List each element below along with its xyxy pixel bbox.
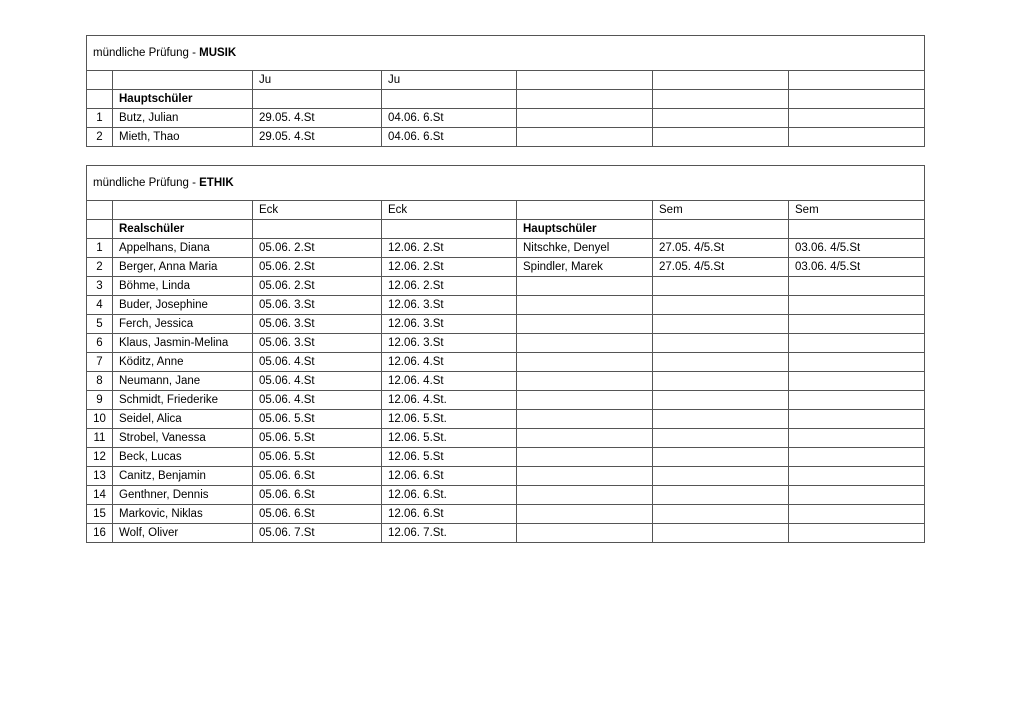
header-cell — [113, 201, 253, 220]
exam-date-4 — [789, 277, 925, 296]
exam-date-3 — [653, 429, 789, 448]
exam-date-4 — [789, 109, 925, 128]
exam-date-3 — [653, 128, 789, 147]
student-name: Klaus, Jasmin-Melina — [113, 334, 253, 353]
student-name-hauptschueler — [517, 277, 653, 296]
exam-date-2: 12.06. 6.St — [382, 467, 517, 486]
exam-date-3 — [653, 391, 789, 410]
exam-date-2: 12.06. 5.St — [382, 448, 517, 467]
exam-date-2: 12.06. 2.St — [382, 277, 517, 296]
ethik-table-row — [87, 524, 925, 543]
musik-group-row — [87, 90, 925, 109]
student-name-hauptschueler — [517, 429, 653, 448]
empty-cell — [253, 90, 382, 109]
empty-cell — [382, 220, 517, 239]
header-cell — [87, 201, 113, 220]
ethik-title-prefix: mündliche Prüfung - — [93, 177, 200, 189]
exam-date-4 — [789, 410, 925, 429]
exam-date-3 — [653, 524, 789, 543]
musik-header-row — [87, 71, 925, 90]
student-name-hauptschueler — [517, 296, 653, 315]
exam-date-4 — [789, 128, 925, 147]
header-cell — [653, 71, 789, 90]
exam-date-3 — [653, 505, 789, 524]
exam-date-3 — [653, 296, 789, 315]
exam-date-4 — [789, 334, 925, 353]
empty-cell — [789, 90, 925, 109]
header-cell — [517, 201, 653, 220]
exam-date-1: 05.06. 3.St — [253, 296, 382, 315]
exam-date-3 — [653, 410, 789, 429]
ethik-table-row — [87, 486, 925, 505]
exam-date-1: 05.06. 3.St — [253, 315, 382, 334]
exam-date-1: 05.06. 3.St — [253, 334, 382, 353]
empty-cell — [517, 90, 653, 109]
ethik-title — [87, 166, 925, 201]
student-name: Canitz, Benjamin — [113, 467, 253, 486]
exam-date-3 — [653, 334, 789, 353]
exam-date-1: 05.06. 2.St — [253, 277, 382, 296]
ethik-table-body — [87, 166, 925, 543]
exam-date-1: 29.05. 4.St — [253, 109, 382, 128]
row-number: 1 — [87, 239, 113, 258]
exam-date-2: 12.06. 3.St — [382, 296, 517, 315]
ethik-table-row — [87, 372, 925, 391]
header-cell — [789, 71, 925, 90]
ethik-table-row — [87, 258, 925, 277]
student-name: Mieth, Thao — [113, 128, 253, 147]
musik-exam-table — [86, 35, 925, 147]
musik-title — [87, 36, 925, 71]
exam-date-2: 12.06. 6.St — [382, 505, 517, 524]
exam-date-4 — [789, 315, 925, 334]
exam-date-2: 12.06. 6.St. — [382, 486, 517, 505]
header-cell: Sem — [789, 201, 925, 220]
student-name: Genthner, Dennis — [113, 486, 253, 505]
exam-date-3 — [653, 486, 789, 505]
student-name: Neumann, Jane — [113, 372, 253, 391]
row-number: 1 — [87, 109, 113, 128]
ethik-table-row — [87, 353, 925, 372]
exam-date-4 — [789, 524, 925, 543]
ethik-title-subject: ETHIK — [199, 177, 234, 189]
row-number: 12 — [87, 448, 113, 467]
row-number: 7 — [87, 353, 113, 372]
row-number: 4 — [87, 296, 113, 315]
exam-date-4 — [789, 429, 925, 448]
ethik-table-row — [87, 239, 925, 258]
header-cell: Ju — [253, 71, 382, 90]
exam-date-1: 05.06. 2.St — [253, 239, 382, 258]
student-name-hauptschueler — [517, 315, 653, 334]
ethik-table-row — [87, 296, 925, 315]
exam-date-2: 12.06. 7.St. — [382, 524, 517, 543]
student-name-hauptschueler — [517, 372, 653, 391]
header-cell: Sem — [653, 201, 789, 220]
row-number: 5 — [87, 315, 113, 334]
ethik-table-row — [87, 505, 925, 524]
exam-date-1: 05.06. 7.St — [253, 524, 382, 543]
exam-date-2: 12.06. 4.St. — [382, 391, 517, 410]
exam-date-3: 27.05. 4/5.St — [653, 239, 789, 258]
exam-date-1: 05.06. 4.St — [253, 391, 382, 410]
exam-date-4 — [789, 372, 925, 391]
musik-table-body — [87, 36, 925, 147]
header-cell — [113, 71, 253, 90]
exam-date-2: 12.06. 5.St. — [382, 429, 517, 448]
student-name: Schmidt, Friederike — [113, 391, 253, 410]
student-name-hauptschueler: Spindler, Marek — [517, 258, 653, 277]
student-name: Berger, Anna Maria — [113, 258, 253, 277]
exam-date-1: 05.06. 5.St — [253, 429, 382, 448]
empty-cell — [253, 220, 382, 239]
ethik-table-row — [87, 448, 925, 467]
student-name: Strobel, Vanessa — [113, 429, 253, 448]
exam-date-1: 05.06. 6.St — [253, 467, 382, 486]
row-number: 2 — [87, 258, 113, 277]
group-label-realschueler: Realschüler — [113, 220, 253, 239]
exam-date-3 — [653, 109, 789, 128]
exam-date-3 — [653, 448, 789, 467]
student-name: Wolf, Oliver — [113, 524, 253, 543]
student-name: Seidel, Alica — [113, 410, 253, 429]
ethik-table-row — [87, 391, 925, 410]
student-name-hauptschueler — [517, 334, 653, 353]
student-name-hauptschueler — [517, 391, 653, 410]
header-cell: Ju — [382, 71, 517, 90]
ethik-exam-table — [86, 165, 925, 543]
exam-date-4 — [789, 391, 925, 410]
exam-date-4 — [789, 467, 925, 486]
row-number: 9 — [87, 391, 113, 410]
empty-cell — [789, 220, 925, 239]
exam-date-2: 12.06. 4.St — [382, 372, 517, 391]
row-number: 2 — [87, 128, 113, 147]
row-number: 16 — [87, 524, 113, 543]
row-number: 10 — [87, 410, 113, 429]
exam-date-4: 03.06. 4/5.St — [789, 258, 925, 277]
empty-cell — [653, 90, 789, 109]
exam-date-4: 03.06. 4/5.St — [789, 239, 925, 258]
exam-date-1: 05.06. 2.St — [253, 258, 382, 277]
exam-date-1: 29.05. 4.St — [253, 128, 382, 147]
ethik-table-row — [87, 315, 925, 334]
student-name-hauptschueler — [517, 486, 653, 505]
row-number: 8 — [87, 372, 113, 391]
exam-date-1: 05.06. 5.St — [253, 410, 382, 429]
row-number: 11 — [87, 429, 113, 448]
exam-date-3: 27.05. 4/5.St — [653, 258, 789, 277]
student-name-hauptschueler — [517, 410, 653, 429]
ethik-table-row — [87, 429, 925, 448]
exam-date-3 — [653, 467, 789, 486]
ethik-table-row — [87, 410, 925, 429]
musik-title-prefix: mündliche Prüfung - — [93, 47, 200, 59]
musik-title-subject: MUSIK — [199, 47, 237, 59]
student-name-hauptschueler — [517, 448, 653, 467]
student-name-hauptschueler — [517, 128, 653, 147]
row-number: 3 — [87, 277, 113, 296]
student-name: Butz, Julian — [113, 109, 253, 128]
ethik-group-row — [87, 220, 925, 239]
musik-table-row — [87, 128, 925, 147]
exam-date-2: 12.06. 2.St — [382, 239, 517, 258]
student-name: Beck, Lucas — [113, 448, 253, 467]
exam-date-4 — [789, 448, 925, 467]
student-name: Böhme, Linda — [113, 277, 253, 296]
student-name-hauptschueler: Nitschke, Denyel — [517, 239, 653, 258]
ethik-table-row — [87, 277, 925, 296]
exam-date-3 — [653, 372, 789, 391]
exam-date-3 — [653, 315, 789, 334]
exam-date-2: 04.06. 6.St — [382, 128, 517, 147]
musik-table-row — [87, 109, 925, 128]
student-name: Köditz, Anne — [113, 353, 253, 372]
header-cell: Eck — [382, 201, 517, 220]
exam-date-2: 12.06. 4.St — [382, 353, 517, 372]
ethik-table-row — [87, 334, 925, 353]
exam-date-4 — [789, 486, 925, 505]
exam-date-1: 05.06. 6.St — [253, 505, 382, 524]
exam-date-2: 12.06. 3.St — [382, 315, 517, 334]
student-name-hauptschueler — [517, 505, 653, 524]
ethik-title-row — [87, 166, 925, 201]
exam-date-1: 05.06. 4.St — [253, 372, 382, 391]
student-name: Buder, Josephine — [113, 296, 253, 315]
exam-date-2: 12.06. 2.St — [382, 258, 517, 277]
musik-title-row — [87, 36, 925, 71]
group-label-hauptschueler: Hauptschüler — [113, 90, 253, 109]
exam-date-3 — [653, 353, 789, 372]
student-name: Appelhans, Diana — [113, 239, 253, 258]
row-number: 14 — [87, 486, 113, 505]
student-name-hauptschueler — [517, 467, 653, 486]
student-name: Markovic, Niklas — [113, 505, 253, 524]
row-number: 15 — [87, 505, 113, 524]
row-number: 13 — [87, 467, 113, 486]
header-cell: Eck — [253, 201, 382, 220]
exam-date-2: 12.06. 3.St — [382, 334, 517, 353]
exam-date-3 — [653, 277, 789, 296]
student-name-hauptschueler — [517, 353, 653, 372]
exam-date-2: 12.06. 5.St. — [382, 410, 517, 429]
exam-date-1: 05.06. 4.St — [253, 353, 382, 372]
exam-date-2: 04.06. 6.St — [382, 109, 517, 128]
exam-date-1: 05.06. 5.St — [253, 448, 382, 467]
exam-date-4 — [789, 296, 925, 315]
empty-cell — [87, 90, 113, 109]
exam-date-4 — [789, 505, 925, 524]
student-name-hauptschueler — [517, 109, 653, 128]
exam-date-1: 05.06. 6.St — [253, 486, 382, 505]
header-cell — [87, 71, 113, 90]
student-name-hauptschueler — [517, 524, 653, 543]
empty-cell — [653, 220, 789, 239]
empty-cell — [87, 220, 113, 239]
group-label-hauptschueler: Hauptschüler — [517, 220, 653, 239]
empty-cell — [382, 90, 517, 109]
row-number: 6 — [87, 334, 113, 353]
ethik-table-row — [87, 467, 925, 486]
exam-date-4 — [789, 353, 925, 372]
student-name: Ferch, Jessica — [113, 315, 253, 334]
ethik-header-row — [87, 201, 925, 220]
header-cell — [517, 71, 653, 90]
